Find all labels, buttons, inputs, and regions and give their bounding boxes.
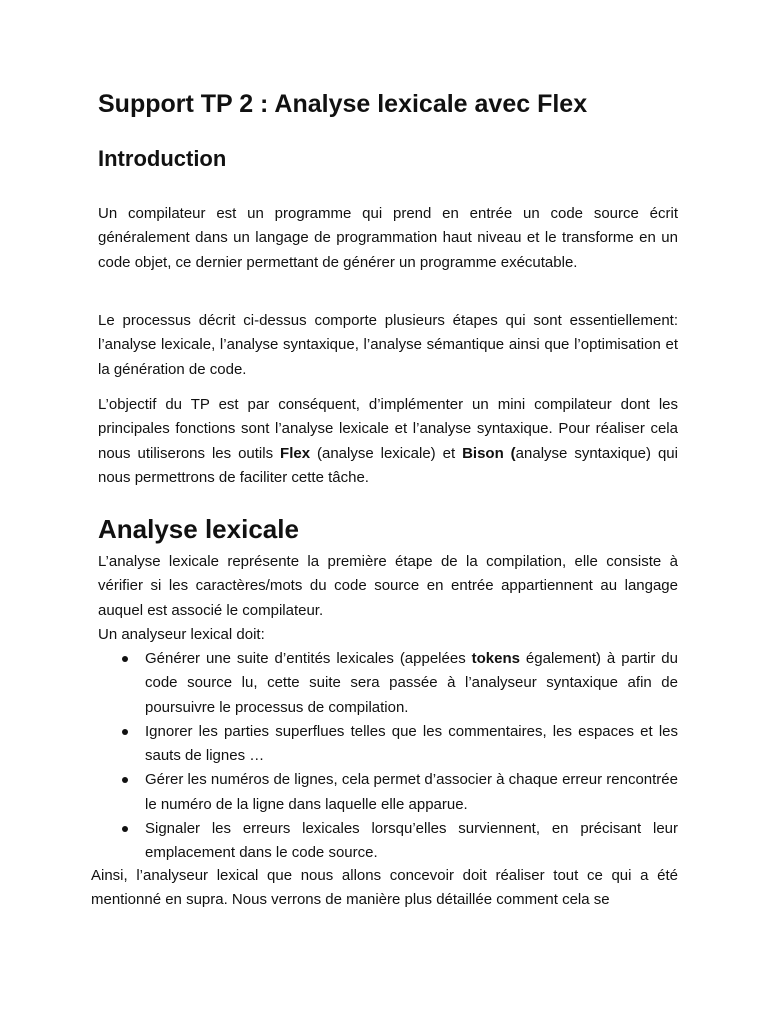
- tokens-keyword: tokens: [471, 650, 520, 667]
- bullet-2-text: Ignorer les parties superflues telles que les commentaires, les espaces et les sauts de lignes …: [145, 722, 678, 765]
- intro-paragraph-3: [98, 393, 678, 490]
- section-heading-introduction: Introduction: [98, 146, 227, 171]
- intro-paragraph-2: Le processus décrit ci-dessus comporte plusieurs étapes qui sont essentiellement: l’analyse lexicale, l’analyse syntaxique, l’analyse sémantique ainsi que l’optimisation et la génération de code.: [98, 312, 678, 378]
- lexical-analyzer-duties-list: [98, 647, 678, 866]
- section-heading-analyse-lexicale: Analyse lexicale: [98, 514, 299, 544]
- bullet-icon: [122, 729, 128, 735]
- list-item: [98, 768, 678, 817]
- bullet-4-text: Signaler les erreurs lexicales lorsqu’elles surviennent, en précisant leur emplacement dans le code source.: [145, 820, 678, 862]
- bison-keyword: Bison (: [462, 444, 516, 462]
- list-item: [98, 647, 678, 720]
- bullet-3-text: Gérer les numéros de lignes, cela permet d’associer à chaque erreur rencontrée le numéro de la ligne dans laquelle elle apparue.: [145, 771, 678, 813]
- intro-paragraph-1: Un compilateur est un programme qui prend en entrée un code source écrit généralement dans un langage de programmation haut niveau et le transforme en un code objet, ce dernier permettant de générer un programme exécutable.: [98, 205, 678, 271]
- list-item: [98, 720, 678, 769]
- bullet-1-text-1: Générer une suite d’entités lexicales (appelées: [145, 650, 472, 667]
- intro-p3-text-3: analyse syntaxique) qui nous permettrons de faciliter cette tâche.: [98, 444, 678, 486]
- intro-p3-text-1: L’objectif du TP est par conséquent, d’implémenter un mini compilateur dont les principales fonctions sont l’analyse lexicale et l’analyse syntaxique. Pour réaliser cela nous utiliserons les outils: [98, 396, 678, 462]
- lexical-paragraph-3: Ainsi, l’analyseur lexical que nous allons concevoir doit réaliser tout ce qui a été mentionné en supra. Nous verrons de manière plus détaillée comment cela se: [91, 867, 678, 909]
- lexical-paragraph-2: Un analyseur lexical doit:: [98, 626, 265, 643]
- lexical-paragraph-1: L’analyse lexicale représente la première étape de la compilation, elle consiste à vérifier si les caractères/mots du code source en entrée appartiennent au langage auquel est associé le compilateur.: [98, 553, 678, 619]
- bullet-icon: [122, 826, 128, 832]
- flex-keyword: Flex: [280, 444, 311, 462]
- bullet-1-text-2: également) à partir du code source lu, cette suite sera passée à l’analyseur syntaxique afin de poursuivre le processus de compilation.: [145, 650, 678, 716]
- document-title: Support TP 2 : Analyse lexicale avec Flex: [98, 90, 588, 118]
- list-item: [98, 817, 678, 866]
- bullet-icon: [122, 656, 128, 662]
- bullet-icon: [122, 777, 128, 783]
- intro-p3-text-2: (analyse lexicale) et: [310, 444, 463, 462]
